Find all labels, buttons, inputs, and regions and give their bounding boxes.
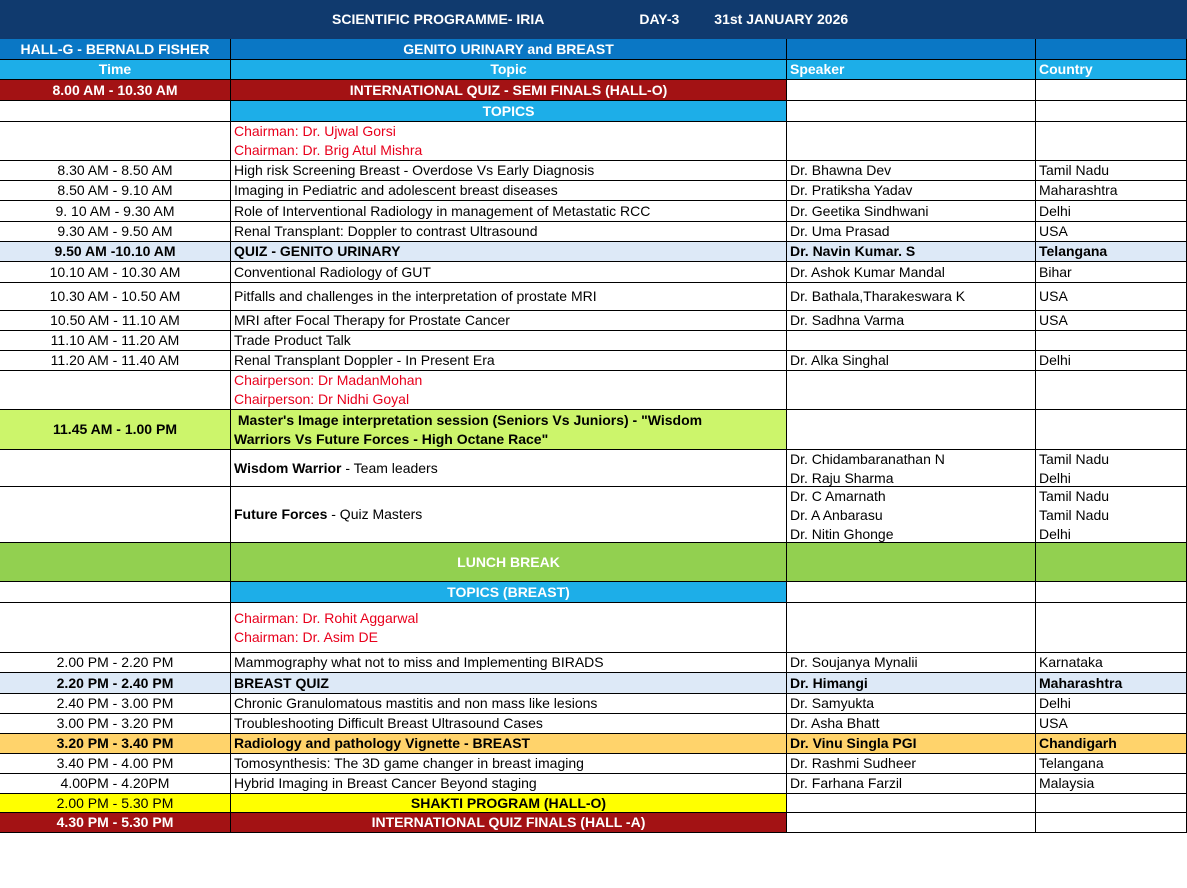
session-row <box>0 694 1187 714</box>
quiz-semi-row <box>0 80 1187 101</box>
session-time: 2.20 PM - 2.40 PM <box>0 673 231 694</box>
session-country: Telangana <box>1036 242 1187 262</box>
master-time: 11.45 AM - 1.00 PM <box>0 410 231 450</box>
session-speaker: Dr. Alka Singhal <box>787 351 1036 371</box>
session-speaker: Dr. Samyukta <box>787 694 1036 714</box>
chairs-3 <box>231 603 787 653</box>
empty-cell <box>787 122 1036 161</box>
quiz-final-label: INTERNATIONAL QUIZ FINALS (HALL -A) <box>231 813 787 833</box>
wisdom-label <box>231 450 787 487</box>
empty-cell <box>0 603 231 653</box>
session-topic: Chronic Granulomatous mastitis and non mass like lesions <box>231 694 787 714</box>
session-topic: Role of Interventional Radiology in management of Metastatic RCC <box>231 201 787 222</box>
master-title-line1: Master's Image interpretation session (Seniors Vs Juniors) - "Wisdom <box>234 411 703 428</box>
empty-cell <box>787 410 1036 450</box>
empty-cell <box>1036 813 1187 833</box>
session-country: Delhi <box>1036 694 1187 714</box>
empty-cell <box>0 122 231 161</box>
session-time: 2.00 PM - 2.20 PM <box>0 653 231 673</box>
chair-2b: Chairperson: Dr Nidhi Goyal <box>234 391 410 407</box>
session-country: Malaysia <box>1036 774 1187 794</box>
session-time: 3.00 PM - 3.20 PM <box>0 714 231 734</box>
session-topic: Conventional Radiology of GUT <box>231 262 787 283</box>
empty-cell <box>1036 410 1187 450</box>
future-label-bold: Future Forces <box>234 506 328 522</box>
topics-header: TOPICS <box>231 101 787 122</box>
wisdom-label-bold: Wisdom Warrior <box>234 459 342 476</box>
session-speaker: Dr. Navin Kumar. S <box>787 242 1036 262</box>
empty-cell <box>1036 80 1187 101</box>
empty-cell <box>0 101 231 122</box>
breast-quiz-row <box>0 673 1187 694</box>
col-time: Time <box>0 60 231 80</box>
session-speaker: Dr. Sadhna Varma <box>787 311 1036 331</box>
session-row <box>0 262 1187 283</box>
session-topic: Trade Product Talk <box>231 331 787 351</box>
col-speaker: Speaker <box>787 60 1036 80</box>
chair-3a: Chairman: Dr. Rohit Aggarwal <box>234 610 419 626</box>
future-label <box>231 487 787 543</box>
session-country: Karnataka <box>1036 653 1187 673</box>
empty-cell <box>1036 122 1187 161</box>
chair-2a: Chairperson: Dr MadanMohan <box>234 372 423 388</box>
session-row <box>0 181 1187 201</box>
session-country: Chandigarh <box>1036 734 1187 754</box>
session-country: Tamil Nadu <box>1036 161 1187 181</box>
session-speaker: Dr. Ashok Kumar Mandal <box>787 262 1036 283</box>
hall-speaker-blank <box>787 39 1036 60</box>
session-country: Delhi <box>1036 351 1187 371</box>
future-row <box>0 487 1187 543</box>
future-country: Delhi <box>1039 526 1071 542</box>
session-row <box>0 754 1187 774</box>
hall-name: HALL-G - BERNALD FISHER <box>0 39 231 60</box>
session-row <box>0 774 1187 794</box>
session-country: USA <box>1036 222 1187 242</box>
chairs-row-1 <box>0 122 1187 161</box>
empty-cell <box>0 371 231 410</box>
session-topic: Hybrid Imaging in Breast Cancer Beyond staging <box>231 774 787 794</box>
session-row <box>0 351 1187 371</box>
wisdom-country: Delhi <box>1039 470 1071 486</box>
session-topic: Renal Transplant: Doppler to contrast Ultrasound <box>231 222 787 242</box>
future-speaker: Dr. A Anbarasu <box>790 507 883 523</box>
wisdom-speaker: Dr. Raju Sharma <box>790 470 894 486</box>
session-time: 9.50 AM -10.10 AM <box>0 242 231 262</box>
session-country <box>1036 331 1187 351</box>
topics-breast-header: TOPICS (BREAST) <box>231 582 787 603</box>
session-topic: Renal Transplant Doppler - In Present Era <box>231 351 787 371</box>
session-topic: BREAST QUIZ <box>231 673 787 694</box>
title-row <box>0 0 1187 39</box>
date-label: 31st JANUARY 2026 <box>714 11 849 27</box>
session-country: USA <box>1036 283 1187 311</box>
chair-3b: Chairman: Dr. Asim DE <box>234 629 378 645</box>
wisdom-label-rest: - Team leaders <box>341 459 438 476</box>
session-speaker: Dr. Bathala,Tharakeswara K <box>787 283 1036 311</box>
master-title-line2: Warriors Vs Future Forces - High Octane Race" <box>234 430 549 447</box>
session-country: Telangana <box>1036 754 1187 774</box>
session-country: Bihar <box>1036 262 1187 283</box>
empty-cell <box>1036 371 1187 410</box>
session-speaker: Dr. Uma Prasad <box>787 222 1036 242</box>
future-speakers <box>787 487 1036 543</box>
session-speaker: Dr. Asha Bhatt <box>787 714 1036 734</box>
wisdom-country: Tamil Nadu <box>1039 451 1110 467</box>
chairs-row-3 <box>0 603 1187 653</box>
col-topic: Topic <box>231 60 787 80</box>
empty-cell <box>787 582 1036 603</box>
session-time: 8.30 AM - 8.50 AM <box>0 161 231 181</box>
day-label: DAY-3 <box>639 11 680 27</box>
wisdom-speaker: Dr. Chidambaranathan N <box>790 451 945 467</box>
topics-header-row <box>0 101 1187 122</box>
quiz-gu-row <box>0 242 1187 262</box>
session-time: 10.10 AM - 10.30 AM <box>0 262 231 283</box>
session-topic: Pitfalls and challenges in the interpretation of prostate MRI <box>231 283 787 311</box>
session-topic: Tomosynthesis: The 3D game changer in breast imaging <box>231 754 787 774</box>
future-country: Tamil Nadu <box>1039 507 1110 523</box>
col-country: Country <box>1036 60 1187 80</box>
session-time: 3.40 PM - 4.00 PM <box>0 754 231 774</box>
wisdom-countries <box>1036 450 1187 487</box>
session-topic: Imaging in Pediatric and adolescent breast diseases <box>231 181 787 201</box>
quiz-semi-label: INTERNATIONAL QUIZ - SEMI FINALS (HALL-O) <box>231 80 787 101</box>
session-country: Maharashtra <box>1036 181 1187 201</box>
session-topic: Radiology and pathology Vignette - BREAST <box>231 734 787 754</box>
session-time: 10.50 AM - 11.10 AM <box>0 311 231 331</box>
session-row <box>0 331 1187 351</box>
master-session-row <box>0 410 1187 450</box>
empty-cell <box>787 80 1036 101</box>
session-row <box>0 222 1187 242</box>
session-row <box>0 201 1187 222</box>
session-speaker: Dr. Himangi <box>787 673 1036 694</box>
lunch-cell <box>787 543 1036 582</box>
wisdom-speakers <box>787 450 1036 487</box>
empty-cell <box>0 582 231 603</box>
shakti-time: 2.00 PM - 5.30 PM <box>0 794 231 813</box>
session-topic: QUIZ - GENITO URINARY <box>231 242 787 262</box>
session-row <box>0 283 1187 311</box>
session-time: 2.40 PM - 3.00 PM <box>0 694 231 714</box>
session-time: 11.10 AM - 11.20 AM <box>0 331 231 351</box>
session-topic: Mammography what not to miss and Implementing BIRADS <box>231 653 787 673</box>
empty-cell <box>787 813 1036 833</box>
session-speaker: Dr. Rashmi Sudheer <box>787 754 1036 774</box>
session-speaker: Dr. Geetika Sindhwani <box>787 201 1036 222</box>
lunch-label: LUNCH BREAK <box>231 543 787 582</box>
topics-breast-row <box>0 582 1187 603</box>
session-time: 8.50 AM - 9.10 AM <box>0 181 231 201</box>
chairs-row-2 <box>0 371 1187 410</box>
empty-cell <box>787 101 1036 122</box>
session-country: USA <box>1036 311 1187 331</box>
wisdom-row <box>0 450 1187 487</box>
future-countries <box>1036 487 1187 543</box>
session-country: USA <box>1036 714 1187 734</box>
session-topic: MRI after Focal Therapy for Prostate Cancer <box>231 311 787 331</box>
session-topic: Troubleshooting Difficult Breast Ultrasound Cases <box>231 714 787 734</box>
session-row <box>0 161 1187 181</box>
session-time: 9. 10 AM - 9.30 AM <box>0 201 231 222</box>
session-row <box>0 714 1187 734</box>
chairs-2 <box>231 371 787 410</box>
chair-1a: Chairman: Dr. Ujwal Gorsi <box>234 123 396 139</box>
session-time: 10.30 AM - 10.50 AM <box>0 283 231 311</box>
session-speaker: Dr. Bhawna Dev <box>787 161 1036 181</box>
shakti-row <box>0 794 1187 813</box>
session-country: Maharashtra <box>1036 673 1187 694</box>
chair-1b: Chairman: Dr. Brig Atul Mishra <box>234 142 423 158</box>
session-time: 9.30 AM - 9.50 AM <box>0 222 231 242</box>
lunch-cell <box>1036 543 1187 582</box>
session-time: 11.20 AM - 11.40 AM <box>0 351 231 371</box>
quiz-final-row <box>0 813 1187 833</box>
hall-row <box>0 39 1187 60</box>
quiz-semi-time: 8.00 AM - 10.30 AM <box>0 80 231 101</box>
lunch-row <box>0 543 1187 582</box>
session-speaker <box>787 331 1036 351</box>
empty-cell <box>1036 603 1187 653</box>
session-time: 4.00PM - 4.20PM <box>0 774 231 794</box>
empty-cell <box>1036 582 1187 603</box>
master-title <box>231 410 787 450</box>
session-speaker: Dr. Vinu Singla PGI <box>787 734 1036 754</box>
session-speaker: Dr. Farhana Farzil <box>787 774 1036 794</box>
hall-theme: GENITO URINARY and BREAST <box>231 39 787 60</box>
session-topic: High risk Screening Breast - Overdose Vs Early Diagnosis <box>231 161 787 181</box>
quiz-final-time: 4.30 PM - 5.30 PM <box>0 813 231 833</box>
session-speaker: Dr. Pratiksha Yadav <box>787 181 1036 201</box>
column-header-row <box>0 60 1187 80</box>
session-row <box>0 311 1187 331</box>
title-bar <box>0 0 1187 39</box>
empty-cell <box>0 450 231 487</box>
empty-cell <box>787 371 1036 410</box>
session-row <box>0 653 1187 673</box>
session-time: 3.20 PM - 3.40 PM <box>0 734 231 754</box>
empty-cell <box>787 794 1036 813</box>
hall-country-blank <box>1036 39 1187 60</box>
empty-cell <box>1036 794 1187 813</box>
chairs-1 <box>231 122 787 161</box>
shakti-label: SHAKTI PROGRAM (HALL-O) <box>231 794 787 813</box>
future-speaker: Dr. C Amarnath <box>790 488 886 504</box>
vignette-row <box>0 734 1187 754</box>
future-country: Tamil Nadu <box>1039 488 1110 504</box>
lunch-cell <box>0 543 231 582</box>
empty-cell <box>787 603 1036 653</box>
empty-cell <box>0 487 231 543</box>
session-country: Delhi <box>1036 201 1187 222</box>
programme-title: SCIENTIFIC PROGRAMME- IRIA <box>332 11 545 27</box>
future-speaker: Dr. Nitin Ghonge <box>790 526 894 542</box>
session-speaker: Dr. Soujanya Mynalii <box>787 653 1036 673</box>
empty-cell <box>1036 101 1187 122</box>
future-label-rest: - Quiz Masters <box>327 506 423 522</box>
